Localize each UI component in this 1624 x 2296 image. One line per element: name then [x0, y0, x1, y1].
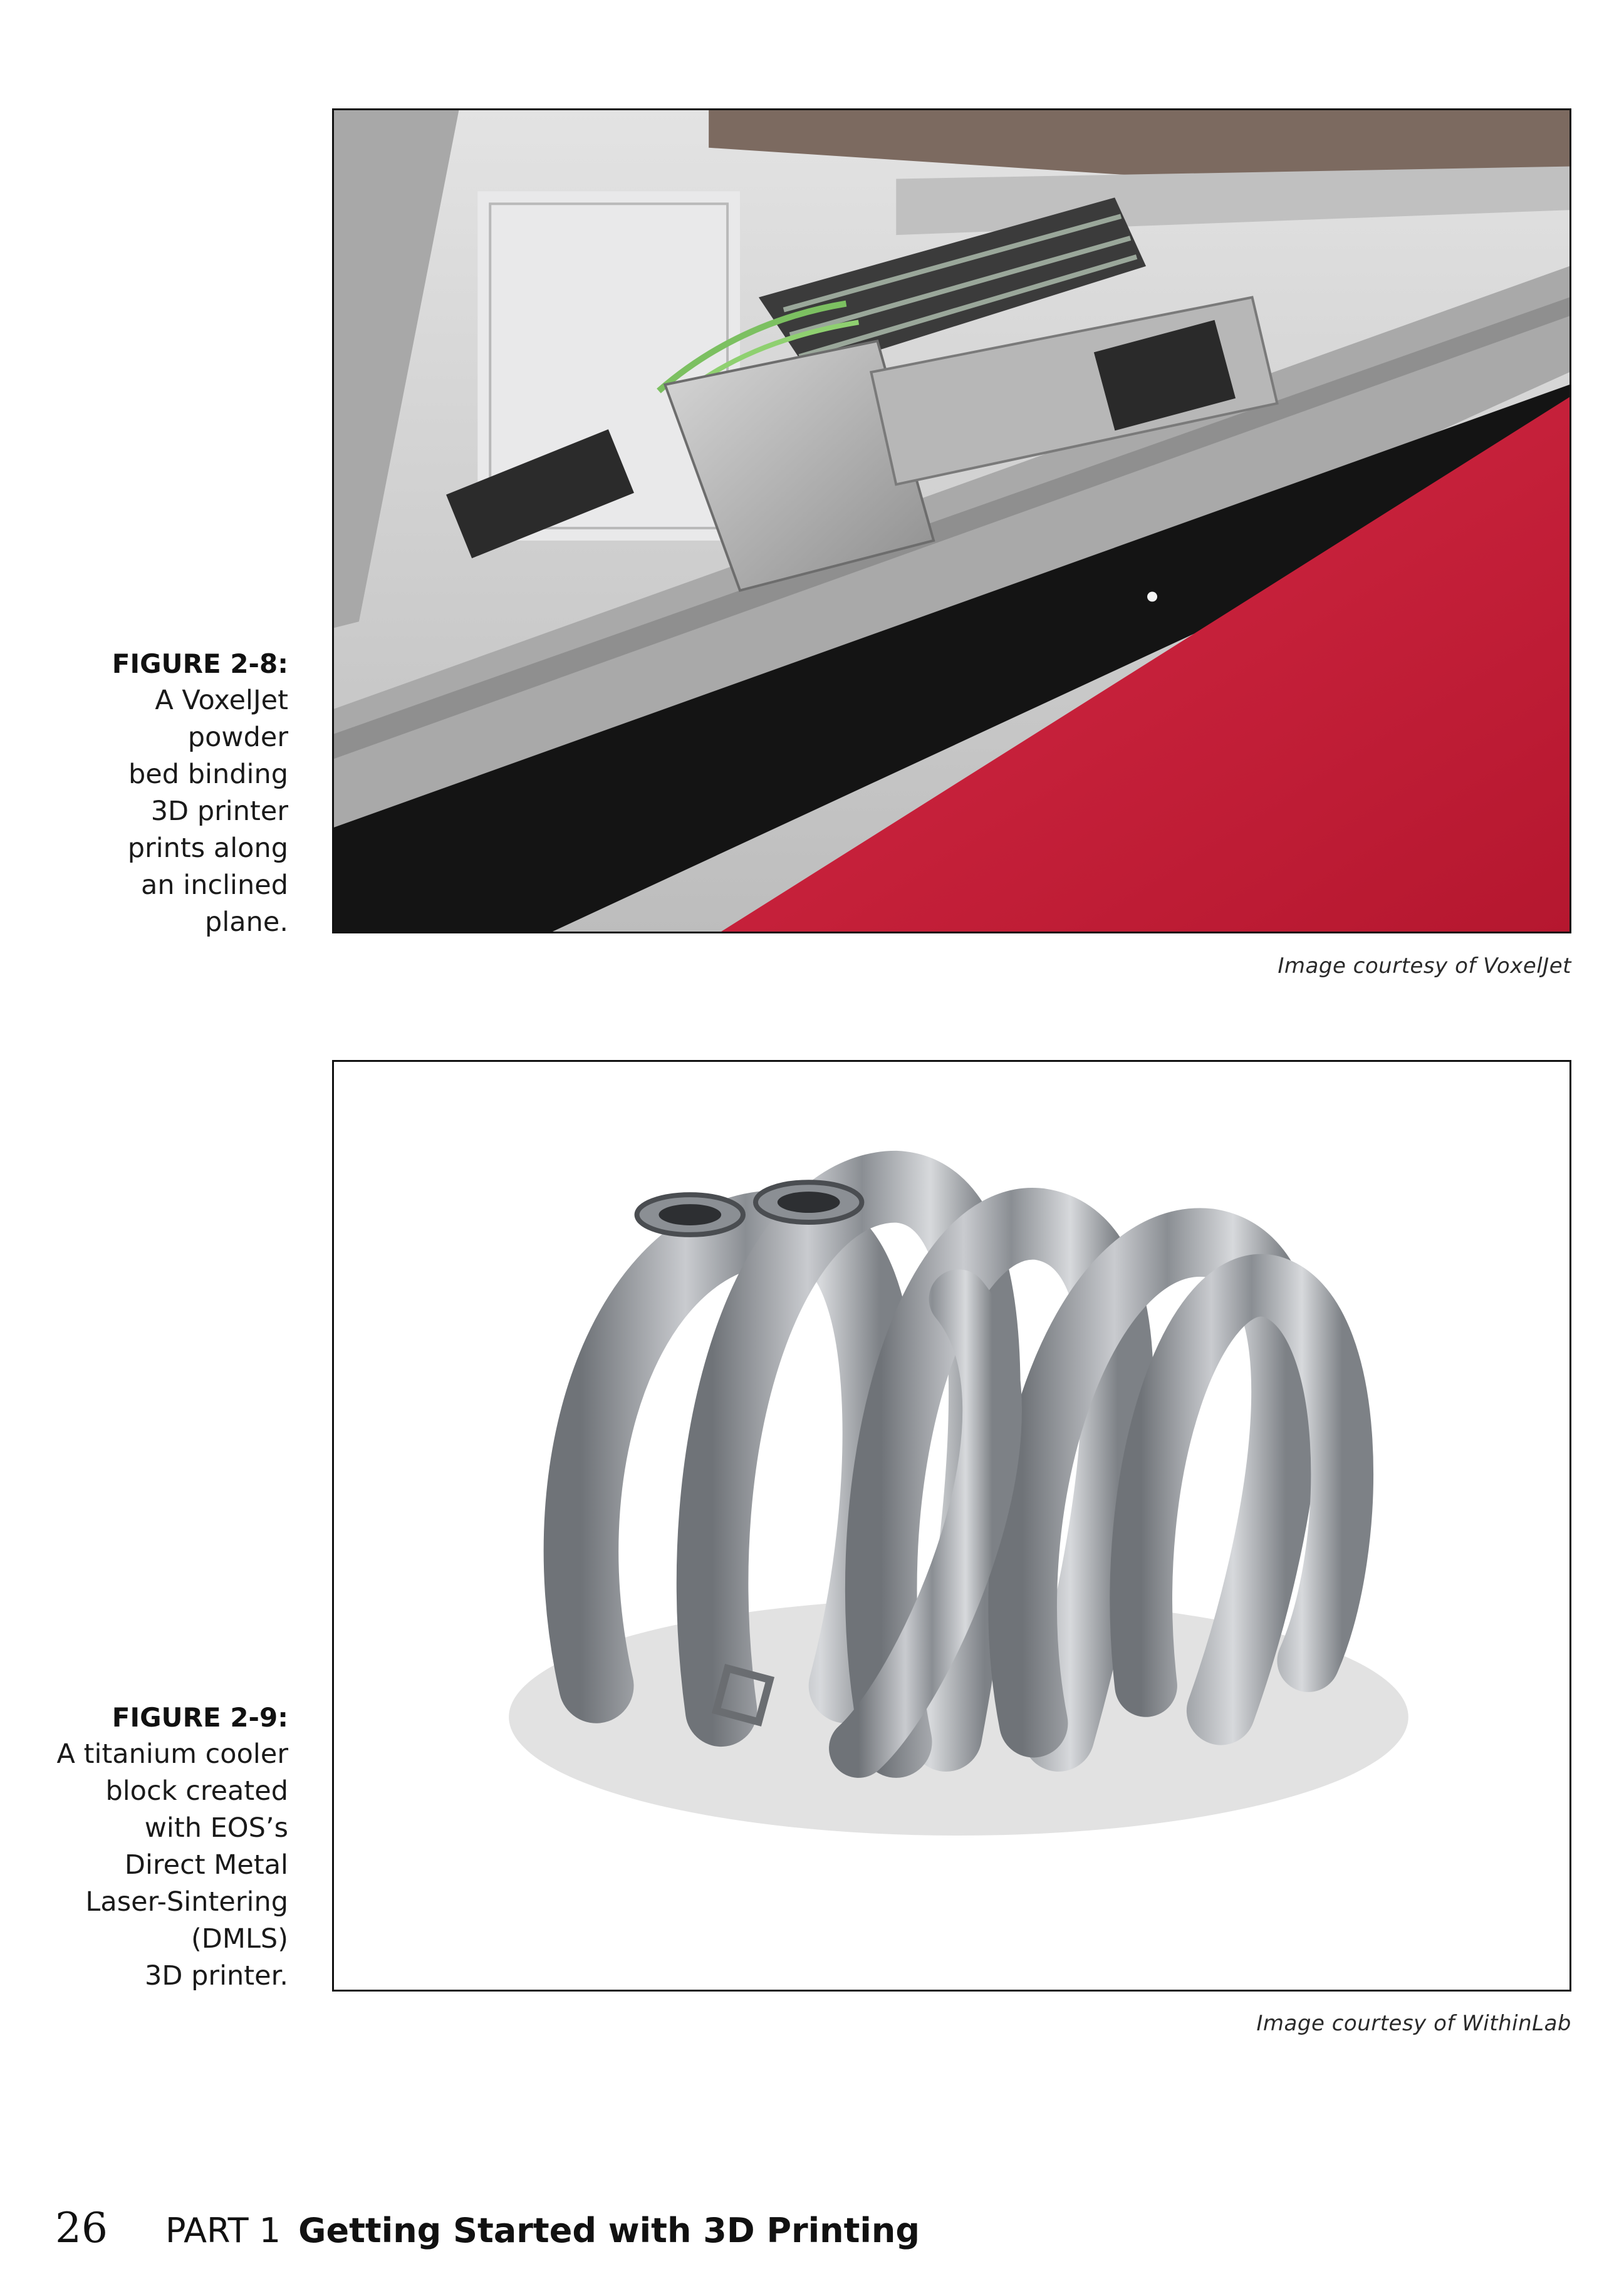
titanium-cooler-block-render — [332, 1060, 1571, 1992]
caption-line: 3D printer. — [144, 1960, 288, 1992]
caption-line: plane. — [205, 906, 288, 938]
figure-2-8-credit: Image courtesy of VoxelJet — [1278, 953, 1571, 979]
figure-label: FIGURE 2-8: — [112, 648, 288, 679]
figure-2-9-caption — [25, 1699, 288, 1995]
caption-line: A titanium cooler — [56, 1738, 288, 1770]
figure-2-8-caption — [25, 645, 288, 941]
part-title: Getting Started with 3D Printing — [298, 2211, 920, 2250]
caption-line: block created — [105, 1775, 288, 1807]
cooler-block-illustration — [334, 1062, 1569, 1990]
figure-label: FIGURE 2-9: — [112, 1702, 288, 1733]
caption-line: Direct Metal — [124, 1849, 288, 1881]
caption-line: A VoxelJet — [155, 685, 288, 716]
caption-line: prints along — [127, 833, 288, 864]
part-label: PART 1 — [165, 2211, 281, 2250]
caption-line: bed binding — [128, 759, 288, 790]
page-footer — [55, 2204, 920, 2260]
caption-line: powder — [187, 722, 288, 753]
caption-line: (DMLS) — [190, 1923, 288, 1955]
caption-line: Laser-Sintering — [85, 1886, 288, 1918]
caption-line: with EOS’s — [144, 1812, 288, 1844]
voxeljet-printer-photo — [332, 108, 1571, 933]
voxeljet-printer-illustration — [334, 110, 1569, 932]
caption-line: 3D printer — [150, 796, 288, 827]
page-number: 26 — [55, 2204, 108, 2252]
figure-2-9-credit: Image courtesy of WithinLab — [1256, 2011, 1571, 2036]
caption-line: an inclined — [140, 870, 288, 901]
